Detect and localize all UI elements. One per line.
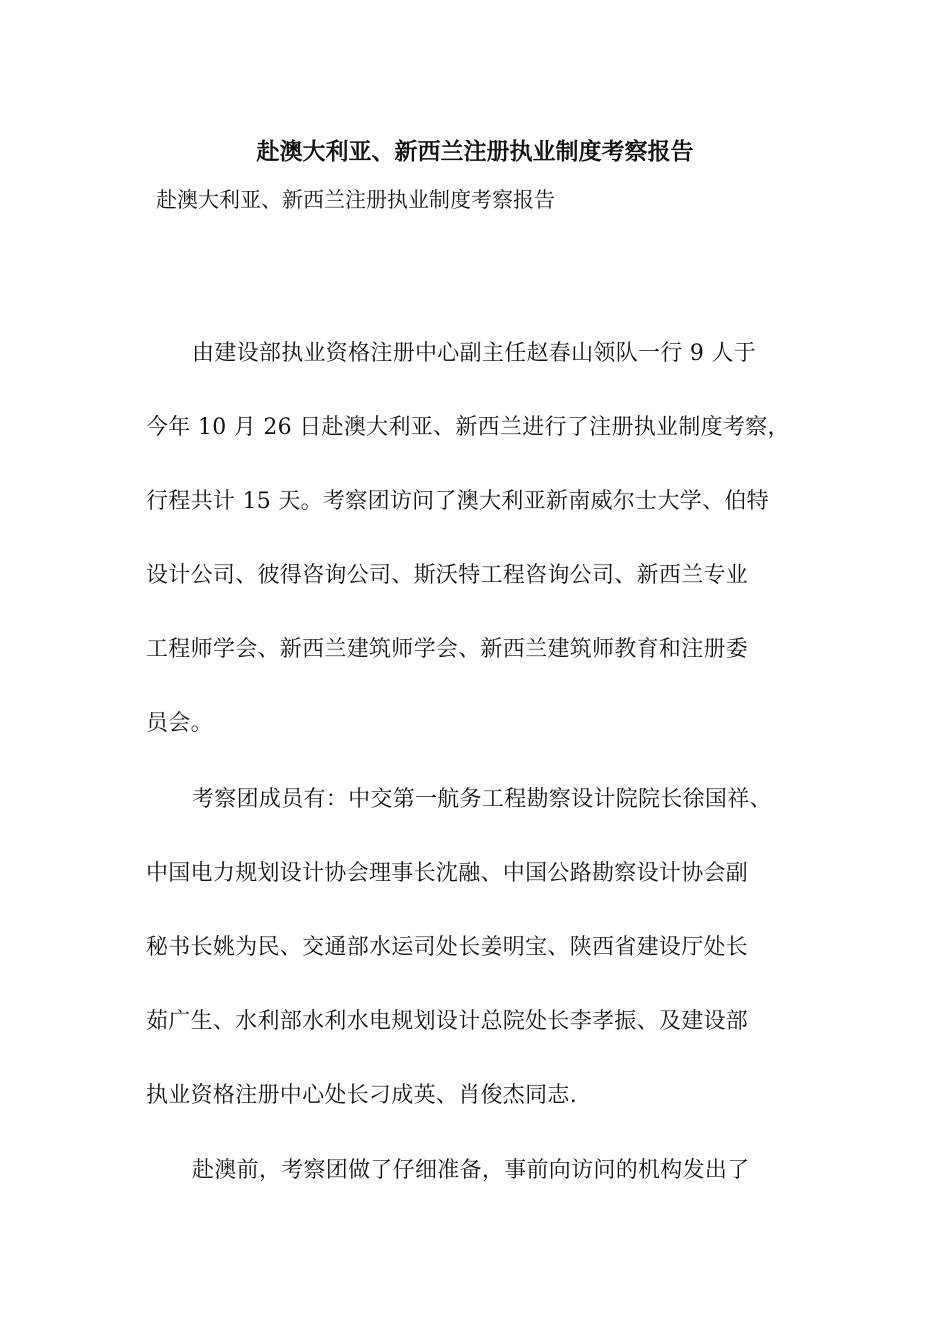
document-title: 赴澳大利亚、新西兰注册执业制度考察报告 — [256, 138, 694, 165]
paragraph-line: 中国电力规划设计协会理事长沈融、中国公路勘察设计协会副 — [146, 861, 749, 886]
paragraph-line: 秘书长姚为民、交通部水运司处长姜明宝、陕西省建设厅处长 — [146, 935, 749, 960]
document-subtitle: 赴澳大利亚、新西兰注册执业制度考察报告 — [156, 188, 555, 212]
paragraph-line: 行程共计 15 天。考察团访问了澳大利亚新南威尔士大学、伯特 — [146, 489, 769, 514]
paragraph-line: 设计公司、彼得咨询公司、斯沃特工程咨询公司、新西兰专业 — [146, 563, 749, 588]
paragraph-line: 今年 10 月 26 日赴澳大利亚、新西兰进行了注册执业制度考察， — [146, 415, 790, 440]
paragraph-line: 执业资格注册中心处长刁成英、肖俊杰同志. — [146, 1083, 577, 1108]
paragraph-line: 赴澳前，考察团做了仔细准备，事前向访问的机构发出了 — [192, 1158, 750, 1183]
paragraph-line: 由建设部执业资格注册中心副主任赵春山领队一行 9 人于 — [192, 341, 757, 366]
paragraph-line: 茹广生、水利部水利水电规划设计总院处长李孝振、及建设部 — [146, 1009, 749, 1034]
paragraph-line: 工程师学会、新西兰建筑师学会、新西兰建筑师教育和注册委 — [146, 637, 749, 662]
paragraph-line: 考察团成员有：中交第一航务工程勘察设计院院长徐国祥、 — [192, 787, 772, 812]
paragraph-line: 员会。 — [146, 711, 213, 736]
